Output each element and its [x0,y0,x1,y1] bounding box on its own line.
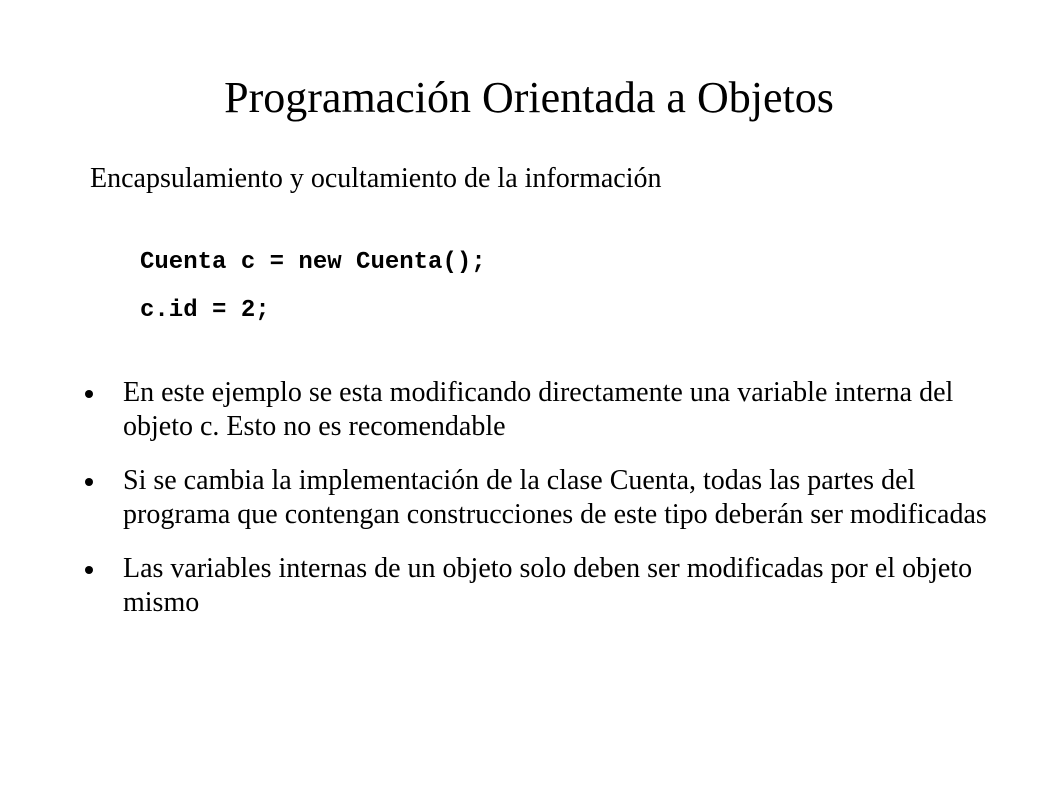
bullet-list [85,376,995,640]
bullet-item [85,552,995,620]
bullet-dot-icon [85,566,93,574]
bullet-item [85,464,995,532]
bullet-item [85,376,995,444]
bullet-text: Si se cambia la implementación de la clase Cuenta, todas las partes del programa que contengan construcciones de este tipo deberán ser modificadas [123,465,987,530]
code-line: c.id = 2; [140,297,270,324]
slide-title: Programación Orientada a Objetos [224,73,834,122]
bullet-text: Las variables internas de un objeto solo deben ser modificadas por el objeto mismo [123,553,973,618]
slide-subtitle: Encapsulamiento y ocultamiento de la información [90,163,662,194]
code-line: Cuenta c = new Cuenta(); [140,249,486,276]
bullet-text: En este ejemplo se esta modificando directamente una variable interna del objeto c. Esto no es recomendable [123,377,954,442]
bullet-dot-icon [85,390,93,398]
bullet-dot-icon [85,478,93,486]
